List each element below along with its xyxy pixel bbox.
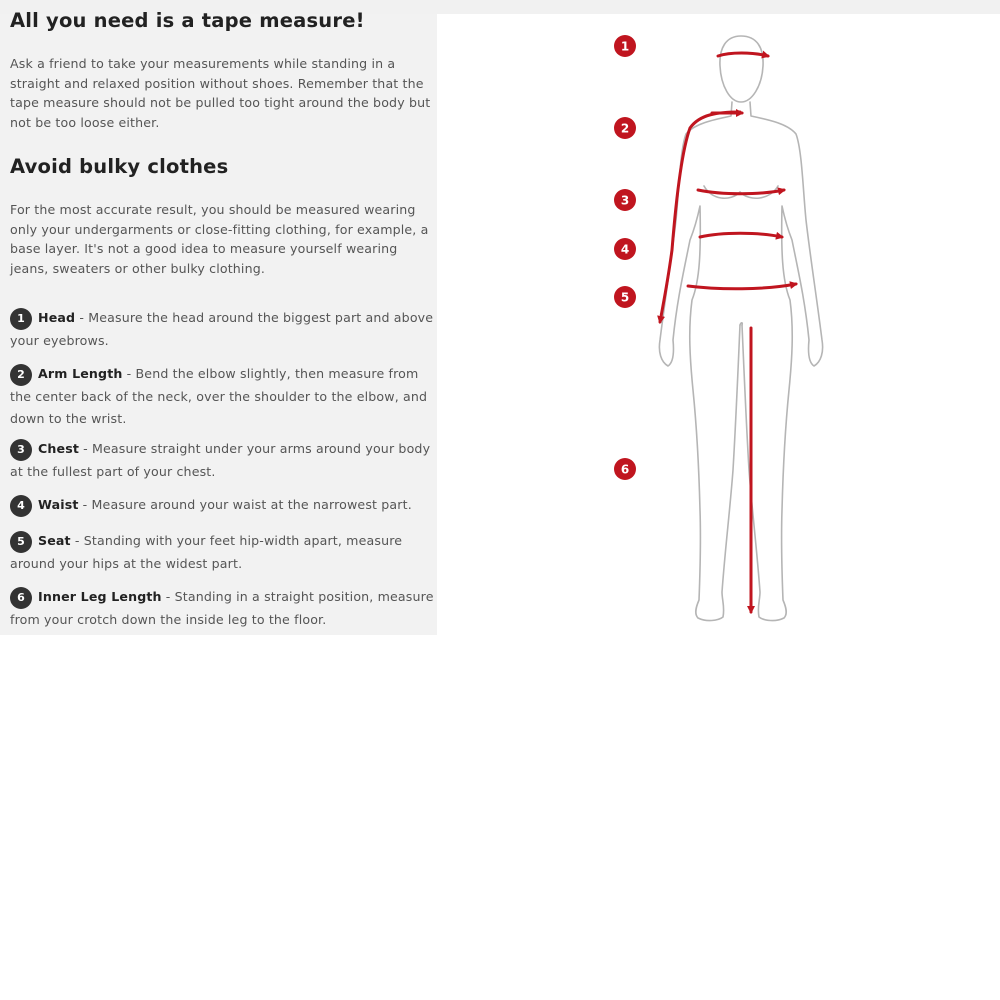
number-badge: 4 — [10, 495, 32, 517]
item-title: Seat — [38, 533, 71, 548]
body-measurement-figure — [590, 14, 850, 634]
item-title: Arm Length — [38, 366, 123, 381]
number-badge: 2 — [10, 364, 32, 386]
marker-label: 3 — [620, 193, 630, 208]
head-outline — [720, 36, 763, 102]
marker-label: 1 — [620, 39, 630, 54]
marker-label: 5 — [620, 290, 630, 305]
marker-6 — [614, 458, 636, 480]
number-badge: 5 — [10, 531, 32, 553]
item-description: - Measure the head around the biggest part and above your eyebrows. — [10, 310, 434, 348]
marker-2 — [614, 117, 636, 139]
item-title: Inner Leg Length — [38, 589, 162, 604]
number-badge: 6 — [10, 587, 32, 609]
item-title: Waist — [38, 497, 79, 512]
head-line — [718, 53, 768, 56]
marker-label: 4 — [620, 242, 630, 257]
number-badge: 1 — [10, 308, 32, 330]
marker-3 — [614, 189, 636, 211]
item-description: - Bend the elbow slightly, then measure from the center back of the neck, over the shoulder to the elbow, and down to the wrist. — [10, 366, 428, 426]
body-outline — [659, 36, 822, 621]
bulky-clothes-heading: Avoid bulky clothes — [10, 155, 229, 178]
item-title: Head — [38, 310, 76, 325]
item-description: - Measure straight under your arms around your body at the fullest part of your chest. — [10, 441, 431, 479]
left-side-outline — [659, 102, 740, 621]
item-description: - Measure around your waist at the narrowest part. — [78, 497, 412, 512]
marker-label: 6 — [620, 462, 630, 477]
measurement-item-chest — [10, 438, 434, 483]
marker-label: 2 — [620, 121, 630, 136]
right-side-outline — [742, 102, 823, 621]
marker-4 — [614, 238, 636, 260]
item-title: Chest — [38, 441, 80, 456]
seat-line — [688, 284, 796, 289]
measurement-item-inner-leg — [10, 586, 434, 631]
measurement-item-head — [10, 307, 434, 352]
measurement-item-arm-length — [10, 363, 434, 431]
number-badge: 3 — [10, 439, 32, 461]
waist-line — [700, 233, 782, 237]
tape-measure-heading: All you need is a tape measure! — [10, 9, 365, 32]
measurement-item-waist — [10, 494, 434, 517]
tape-measure-text: Ask a friend to take your measurements while standing in a straight and relaxed position without shoes. Remember that the tape measure should not be pulled too tight around the body but not be too loose either. — [10, 56, 431, 130]
inner-leg-outline — [740, 323, 742, 325]
marker-1 — [614, 35, 636, 57]
item-description: - Standing with your feet hip-width apart, measure around your hips at the widest part. — [10, 533, 403, 571]
measurement-item-seat — [10, 530, 434, 575]
bulky-clothes-text: For the most accurate result, you should be measured wearing only your undergarments or close-fitting clothing, for example, a base layer. It's not a good idea to measure yourself wearing jeans, sweaters or other bulky clothing. — [10, 202, 429, 276]
marker-5 — [614, 286, 636, 308]
item-description: - Standing in a straight position, measure from your crotch down the inside leg to the floor. — [10, 589, 434, 627]
